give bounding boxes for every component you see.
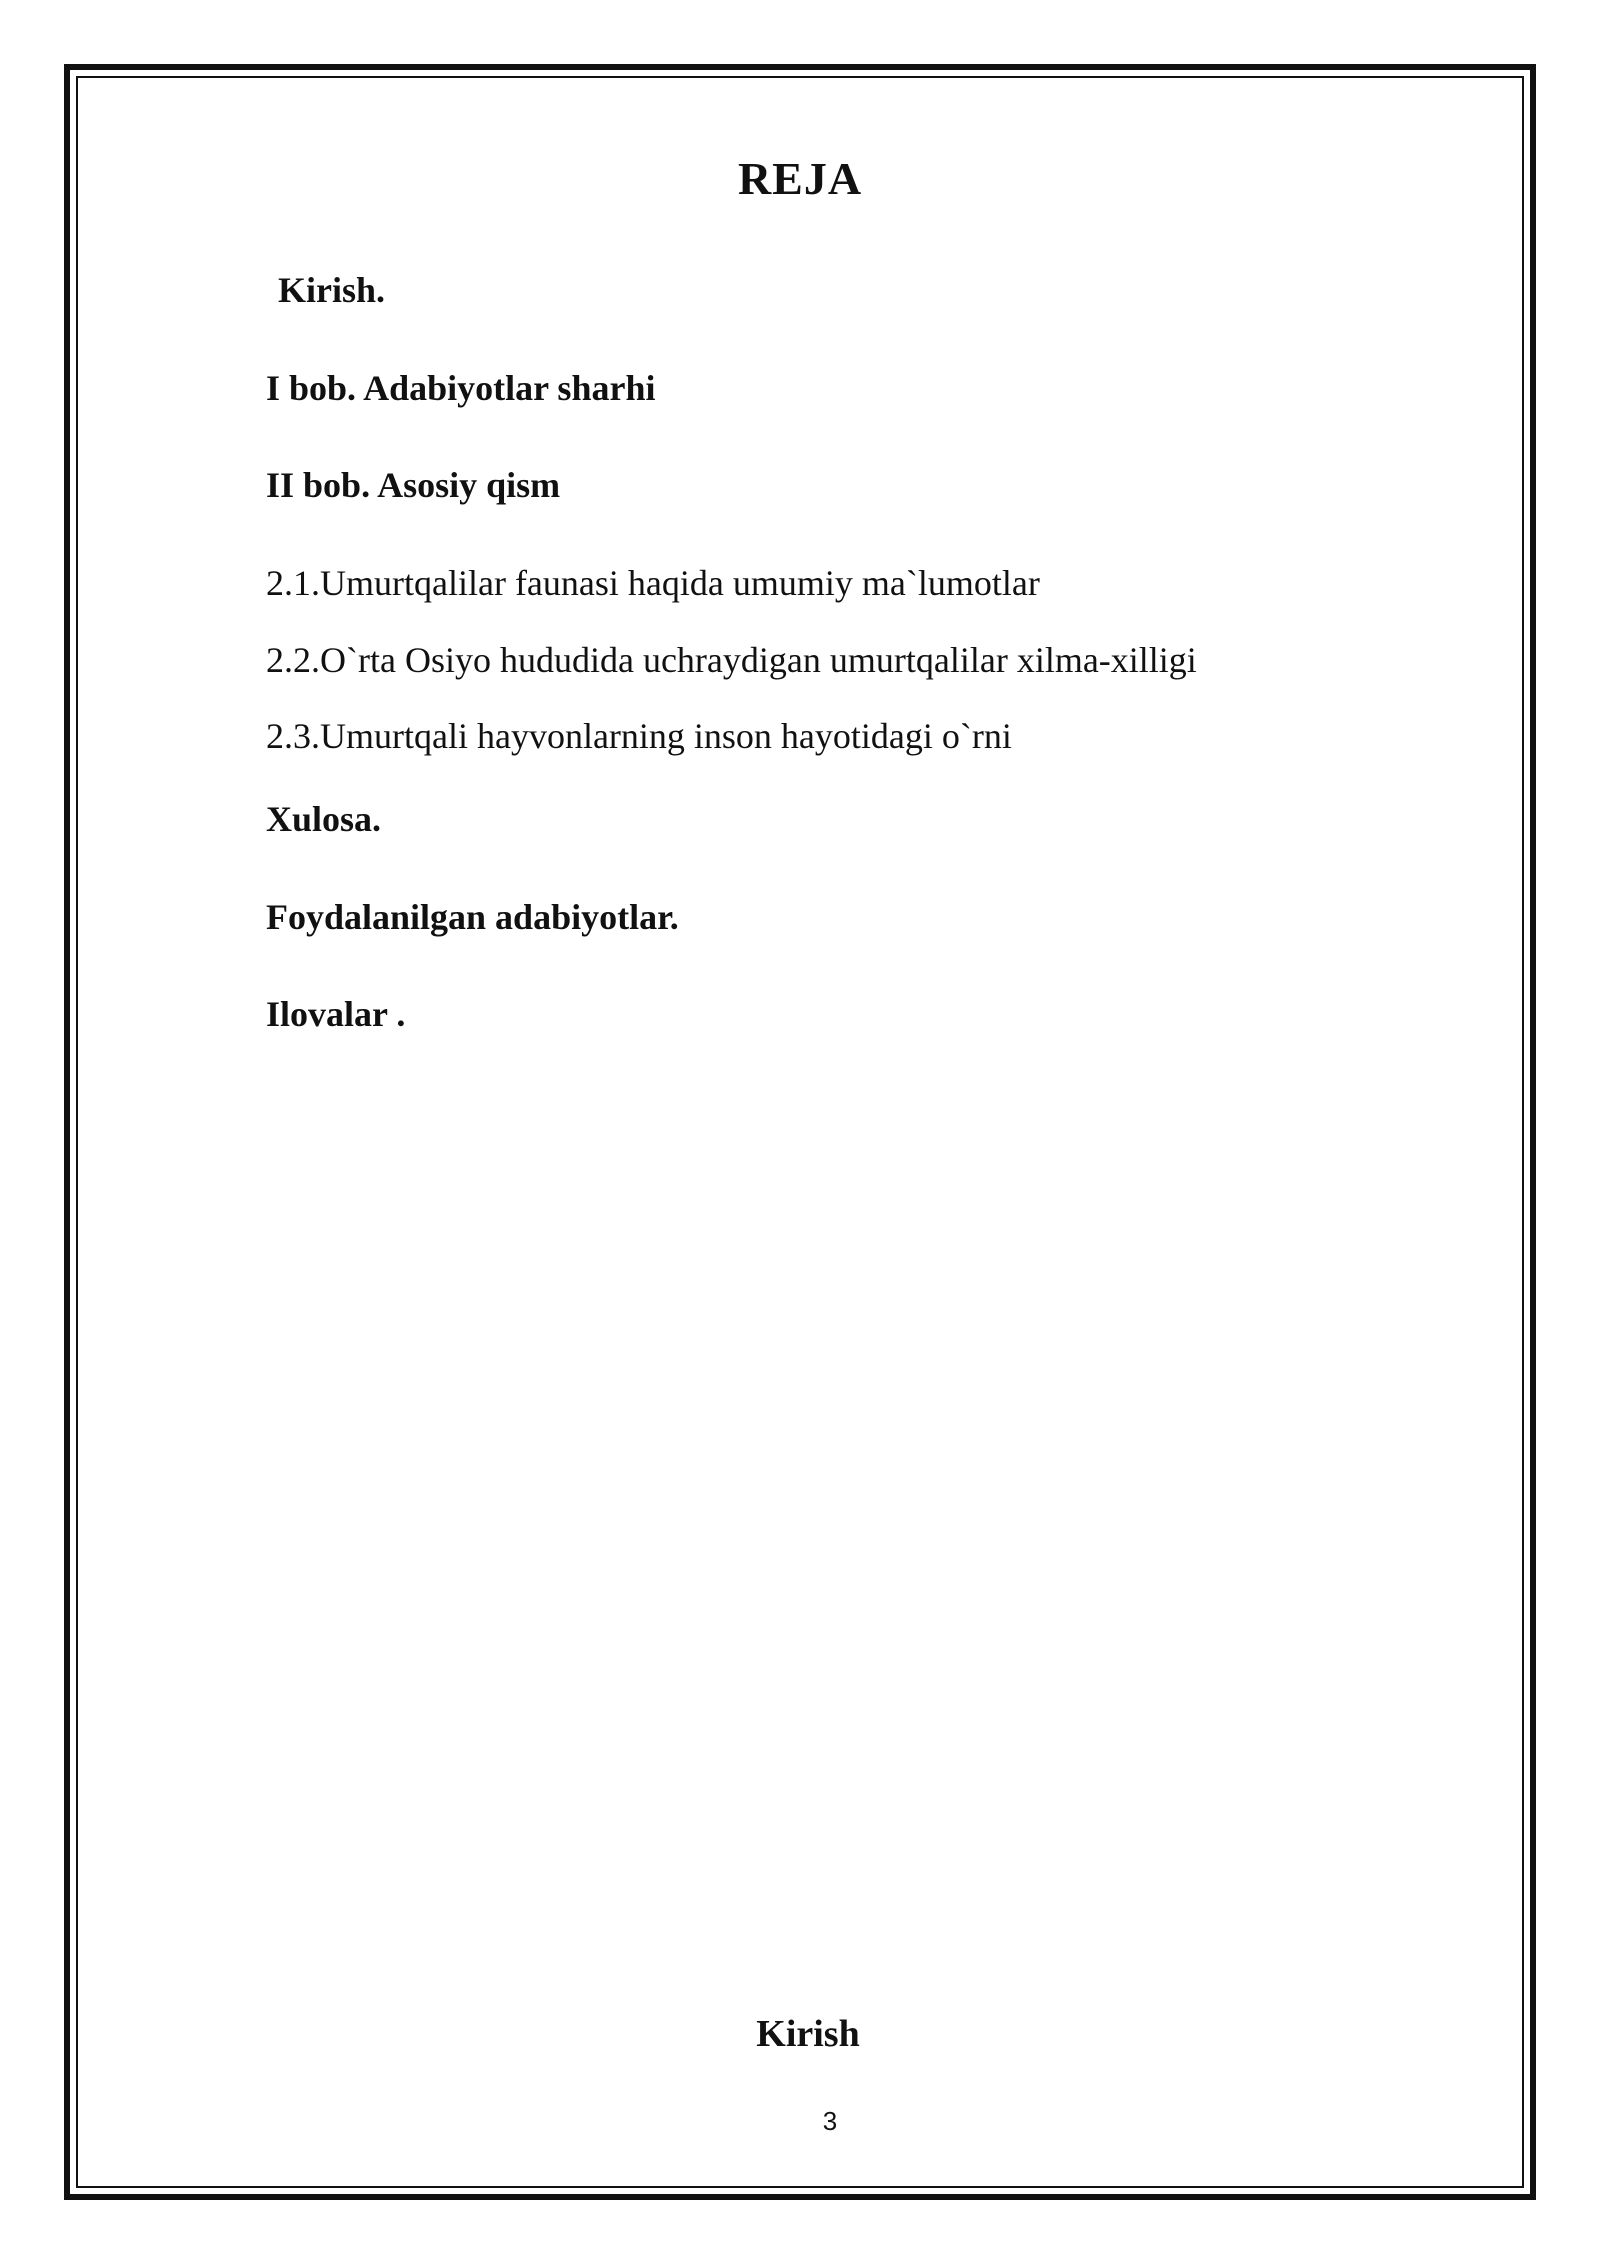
- toc-item-section-2-1: 2.1.Umurtqalilar faunasi haqida umumiy ma`lumotlar: [266, 563, 1040, 603]
- toc-item-references: Foydalanilgan adabiyotlar.: [266, 897, 679, 937]
- toc-item-introduction: Kirish.: [278, 270, 386, 310]
- toc-item-section-2-2: 2.2.O`rta Osiyo hududida uchraydigan umurtqalilar xilma-xilligi: [266, 640, 1197, 680]
- toc-item-chapter-2: II bob. Asosiy qism: [266, 465, 561, 505]
- toc-item-section-2-3: 2.3.Umurtqali hayvonlarning inson hayotidagi o`rni: [266, 716, 1012, 756]
- toc-item-chapter-1: I bob. Adabiyotlar sharhi: [266, 368, 656, 408]
- page-number: 3: [822, 2106, 838, 2136]
- next-section-heading: Kirish: [756, 2013, 860, 2055]
- toc-item-appendices: Ilovalar .: [266, 994, 406, 1034]
- document-title: REJA: [737, 153, 863, 204]
- toc-item-conclusion: Xulosa.: [266, 799, 382, 839]
